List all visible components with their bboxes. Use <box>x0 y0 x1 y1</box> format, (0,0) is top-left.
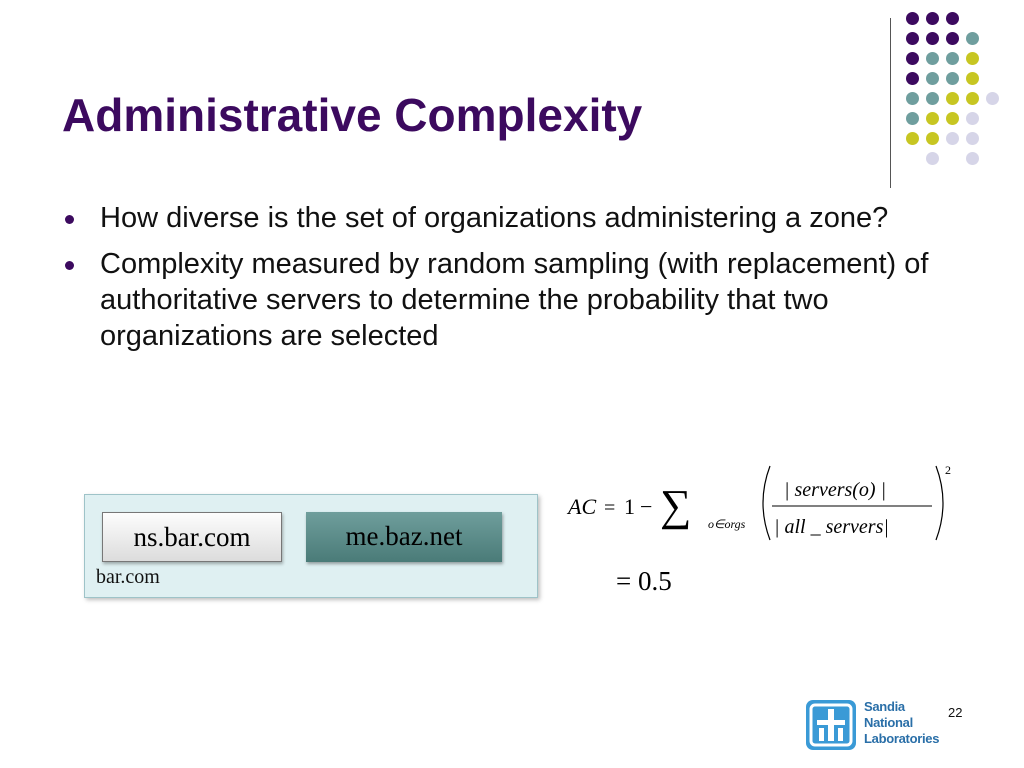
formula-lhs: AC <box>568 494 597 519</box>
left-paren-icon <box>763 466 770 540</box>
formula-equals: = <box>604 497 616 519</box>
decorative-dot <box>946 112 959 125</box>
decorative-dot <box>966 152 979 165</box>
decorative-dot <box>926 32 939 45</box>
decorative-dot-grid <box>906 12 1016 172</box>
bullet-item <box>62 200 942 236</box>
decorative-dot <box>946 32 959 45</box>
decorative-dot <box>906 112 919 125</box>
decorative-dot <box>926 52 939 65</box>
title-divider <box>890 18 891 188</box>
zone-label: bar.com <box>96 566 160 588</box>
formula-exponent: 2 <box>945 463 951 477</box>
formula-numerator: | servers(o) | <box>784 479 887 501</box>
decorative-dot <box>906 52 919 65</box>
decorative-dot <box>906 92 919 105</box>
bullet-list <box>62 200 942 364</box>
right-paren-icon <box>936 466 943 540</box>
decorative-dot <box>926 12 939 25</box>
decorative-dot <box>966 112 979 125</box>
decorative-dot <box>966 32 979 45</box>
formula-minus: − <box>640 494 653 519</box>
decorative-dot <box>906 132 919 145</box>
bullet-text: How diverse is the set of organizations administering a zone? <box>100 202 889 234</box>
decorative-dot <box>946 72 959 85</box>
formula-one: 1 <box>624 494 635 519</box>
bullet-icon <box>65 215 74 224</box>
decorative-dot <box>906 72 919 85</box>
decorative-dot <box>946 12 959 25</box>
slide-title: Administrative Complexity <box>62 89 643 141</box>
sum-sign-icon: ∑ <box>660 481 692 530</box>
bullet-icon <box>65 261 74 270</box>
complexity-formula <box>560 458 960 558</box>
sandia-logo-text: Sandia National Laboratories <box>864 699 940 746</box>
decorative-dot <box>926 92 939 105</box>
decorative-dot <box>946 132 959 145</box>
decorative-dot <box>926 132 939 145</box>
decorative-dot <box>986 92 999 105</box>
formula-result: = 0.5 <box>616 566 672 596</box>
server-box-ns-bar: ns.bar.com <box>102 512 282 562</box>
decorative-dot <box>946 92 959 105</box>
bullet-text: Complexity measured by random sampling (with replacement) of authoritative servers to determine the probability that two organizations are selected <box>100 248 929 352</box>
decorative-dot <box>966 92 979 105</box>
formula-sum-subscript: o∈orgs <box>708 517 746 531</box>
decorative-dot <box>966 72 979 85</box>
decorative-dot <box>926 112 939 125</box>
decorative-dot <box>946 52 959 65</box>
page-number: 22 <box>948 705 963 720</box>
decorative-dot <box>966 52 979 65</box>
formula-denominator: | all _ servers| <box>774 516 889 538</box>
decorative-dot <box>926 72 939 85</box>
decorative-dot <box>906 12 919 25</box>
decorative-dot <box>906 32 919 45</box>
server-box-me-baz: me.baz.net <box>306 512 502 562</box>
decorative-dot <box>966 132 979 145</box>
sandia-logo-icon <box>806 700 856 750</box>
bullet-item <box>62 246 942 354</box>
decorative-dot <box>926 152 939 165</box>
